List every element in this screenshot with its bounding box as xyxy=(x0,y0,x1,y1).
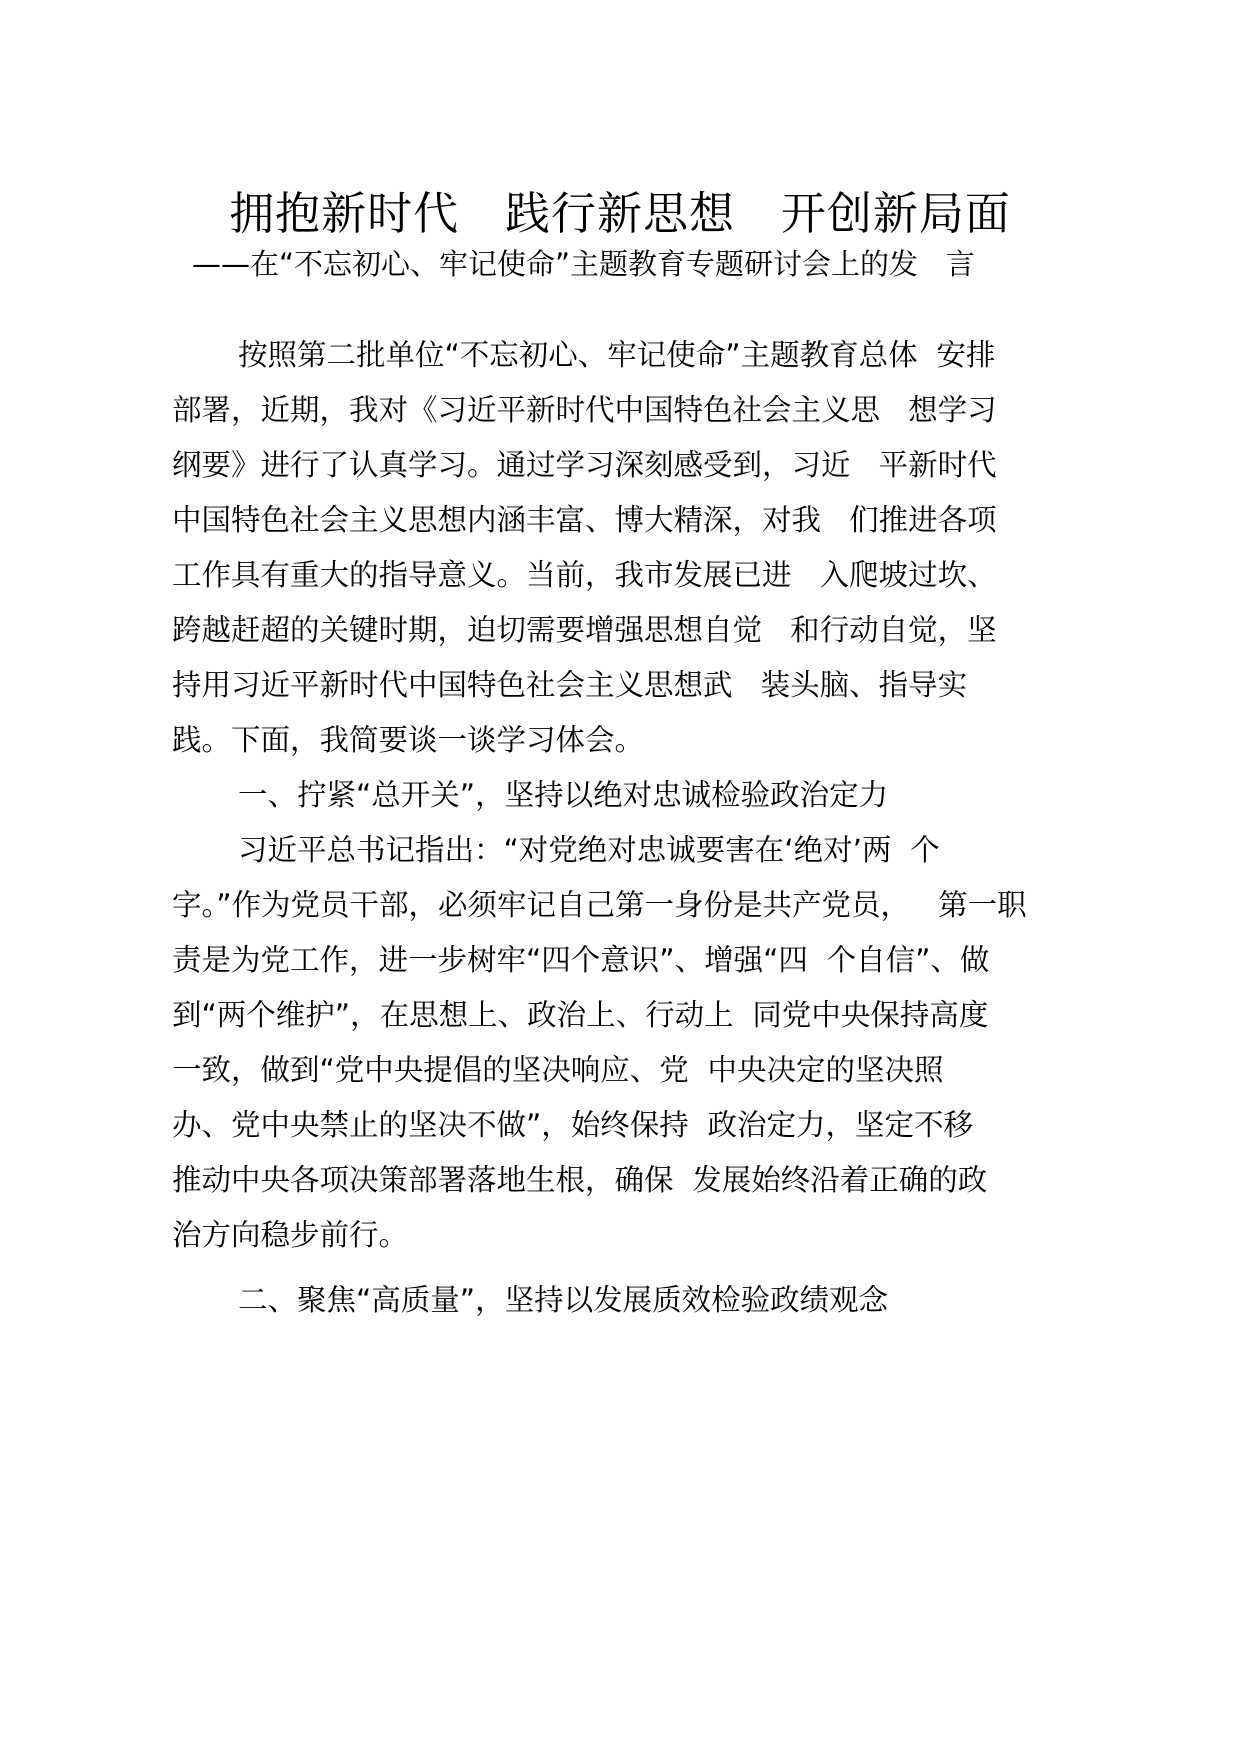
body-line: 工作具有重大的指导意义。当前，我市发展已进 入爬坡过坎、 xyxy=(172,558,997,592)
document-title: 拥抱新时代 践行新思想 开创新局面 xyxy=(229,187,1011,240)
body-line: 纲要》进行了认真学习。通过学习深刻感受到，习近 平新时代 xyxy=(172,448,997,482)
body-line: 一致，做到“党中央提倡的坚决响应、党 中央决定的坚决照 xyxy=(172,1053,944,1087)
body-line: 部署，近期，我对《习近平新时代中国特色社会主义思 想学习 xyxy=(172,393,997,427)
body-line: 推动中央各项决策部署落地生根，确保 发展始终沿着正确的政 xyxy=(172,1163,988,1197)
body-line: 字。”作为党员干部，必须牢记自己第一身份是共产党员， 第一职 xyxy=(172,888,1027,922)
body-line: 办、党中央禁止的坚决不做”，始终保持 政治定力，坚定不移 xyxy=(172,1108,974,1142)
body-line: 按照第二批单位“不忘初心、牢记使命”主题教育总体 安排 xyxy=(238,338,996,372)
document-subtitle: ——在“不忘初心、牢记使命”主题教育专题研讨会上的发 言 xyxy=(192,247,975,281)
body-line: 跨越赶超的关键时期，迫切需要增强思想自觉 和行动自觉，坚 xyxy=(172,613,997,647)
body-line: 中国特色社会主义思想内涵丰富、博大精深，对我 们推进各项 xyxy=(172,503,997,537)
body-line: 习近平总书记指出：“对党绝对忠诚要害在‘绝对’两 个 xyxy=(238,833,940,867)
body-line: 践。下面，我简要谈一谈学习体会。 xyxy=(172,723,645,757)
body-line: 持用习近平新时代中国特色社会主义思想武 装头脑、指导实 xyxy=(172,668,968,702)
body-line: 责是为党工作，进一步树牢“四个意识”、增强“四 个自信”、做 xyxy=(172,943,990,977)
body-line: 到“两个维护”，在思想上、政治上、行动上 同党中央保持高度 xyxy=(172,998,989,1032)
section-heading: 一、拧紧“总开关”，坚持以绝对忠诚检验政治定力 xyxy=(238,778,889,812)
section-heading: 二、聚焦“高质量”，坚持以发展质效检验政绩观念 xyxy=(238,1283,889,1317)
body-line: 治方向稳步前行。 xyxy=(172,1218,409,1252)
document-body xyxy=(172,328,1102,1328)
